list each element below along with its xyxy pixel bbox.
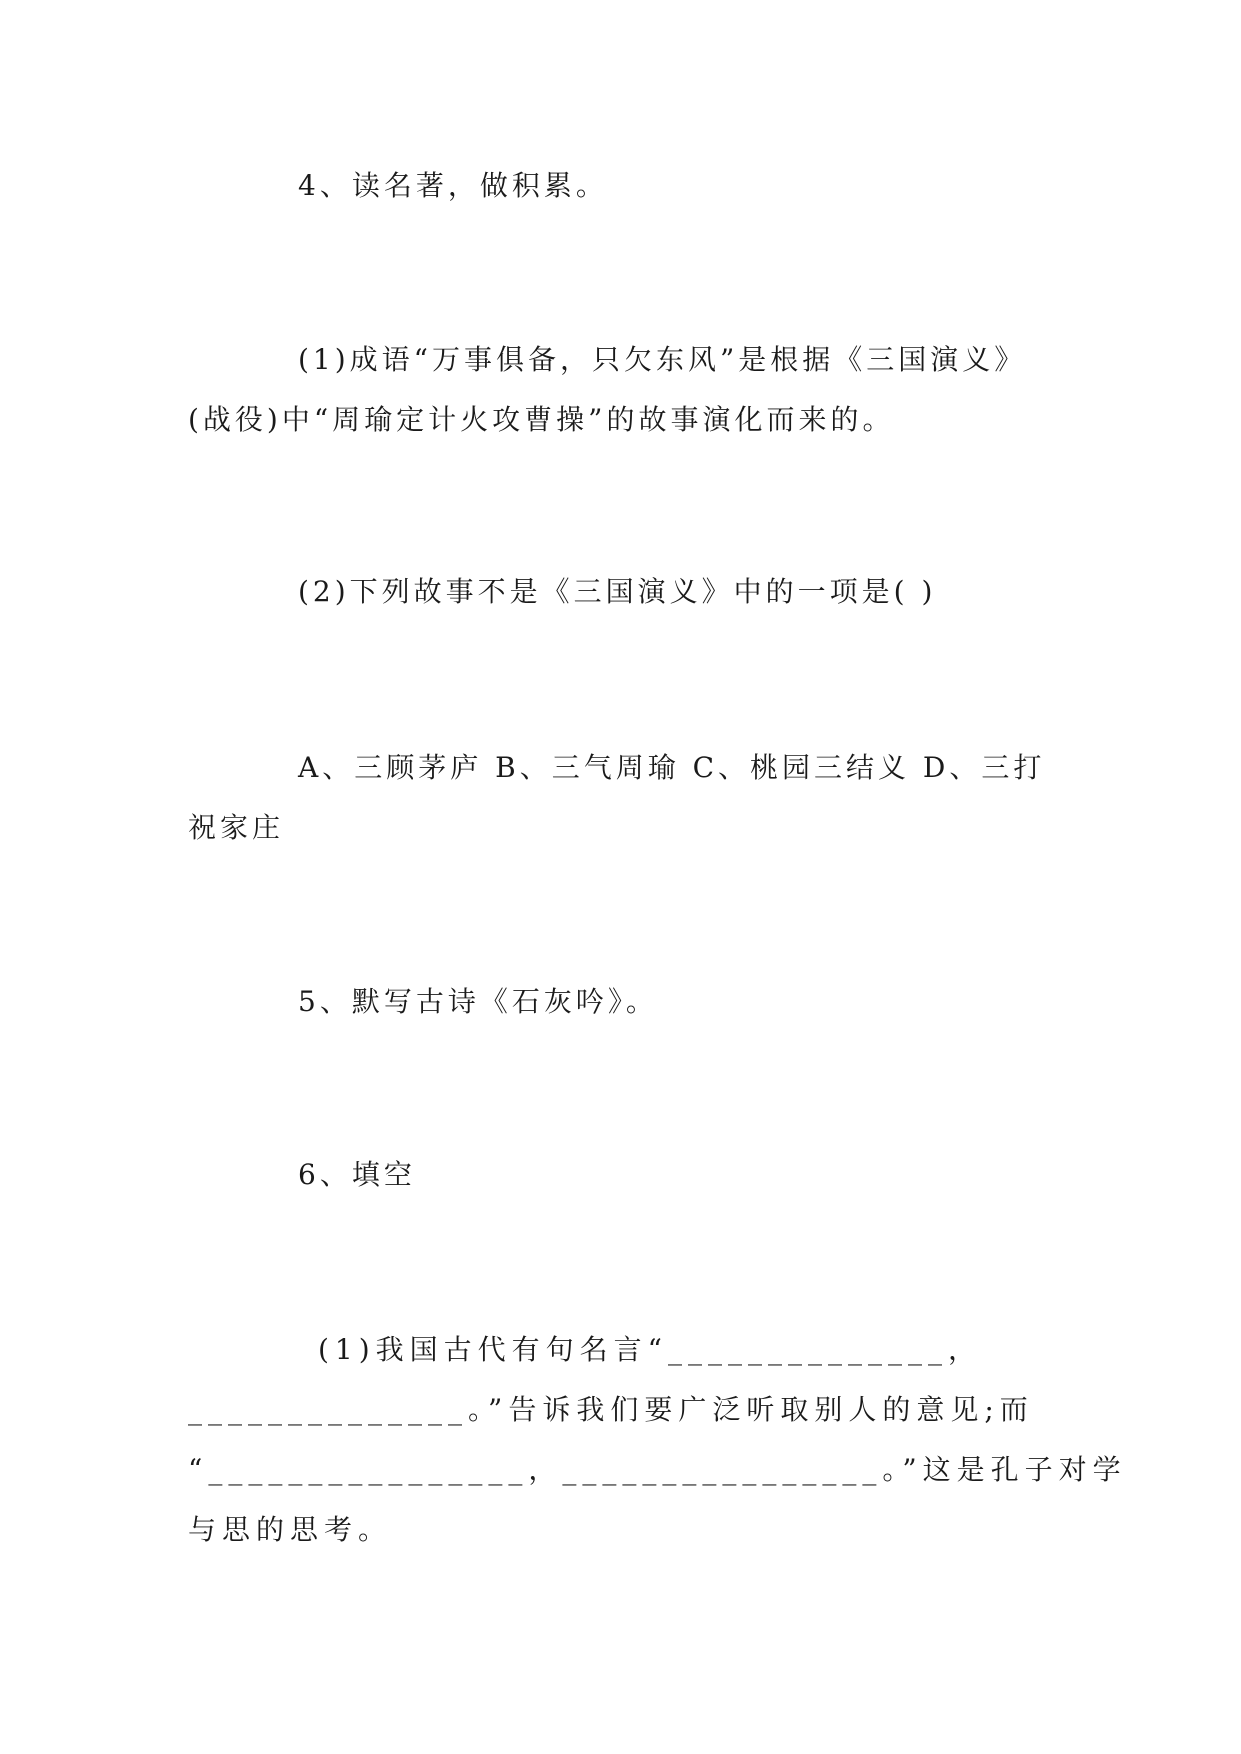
q4-sub2: (2)下列故事不是《三国演义》中的一项是( ) (298, 575, 937, 608)
q4-options: A、三顾茅庐 B、三气周瑜 C、桃园三结义 D、三打祝家庄 (188, 751, 1046, 844)
q6-sub1-line3: “________________，________________。”这是孔子对学 (188, 1453, 1127, 1486)
q6-sub1-line2: ______________。”告诉我们要广泛听取别人的意见;而 (188, 1393, 1034, 1426)
q4-heading: 4、读名著，做积累。 (298, 169, 608, 202)
q4-sub1: (1)成语“万事俱备，只欠东风”是根据《三国演义》(战役)中“周瑜定计火攻曹操”的故事演化而来的。 (188, 343, 1027, 436)
q6-sub1-line4: 与思的思考。 (188, 1513, 393, 1546)
q6-sub1 (188, 1320, 1127, 1560)
q5-heading: 5、默写古诗《石灰吟》。 (298, 985, 658, 1018)
q6-heading: 6、填空 (298, 1158, 416, 1191)
q6-sub1-line1: (1)我国古代有句名言“______________， (318, 1333, 982, 1366)
